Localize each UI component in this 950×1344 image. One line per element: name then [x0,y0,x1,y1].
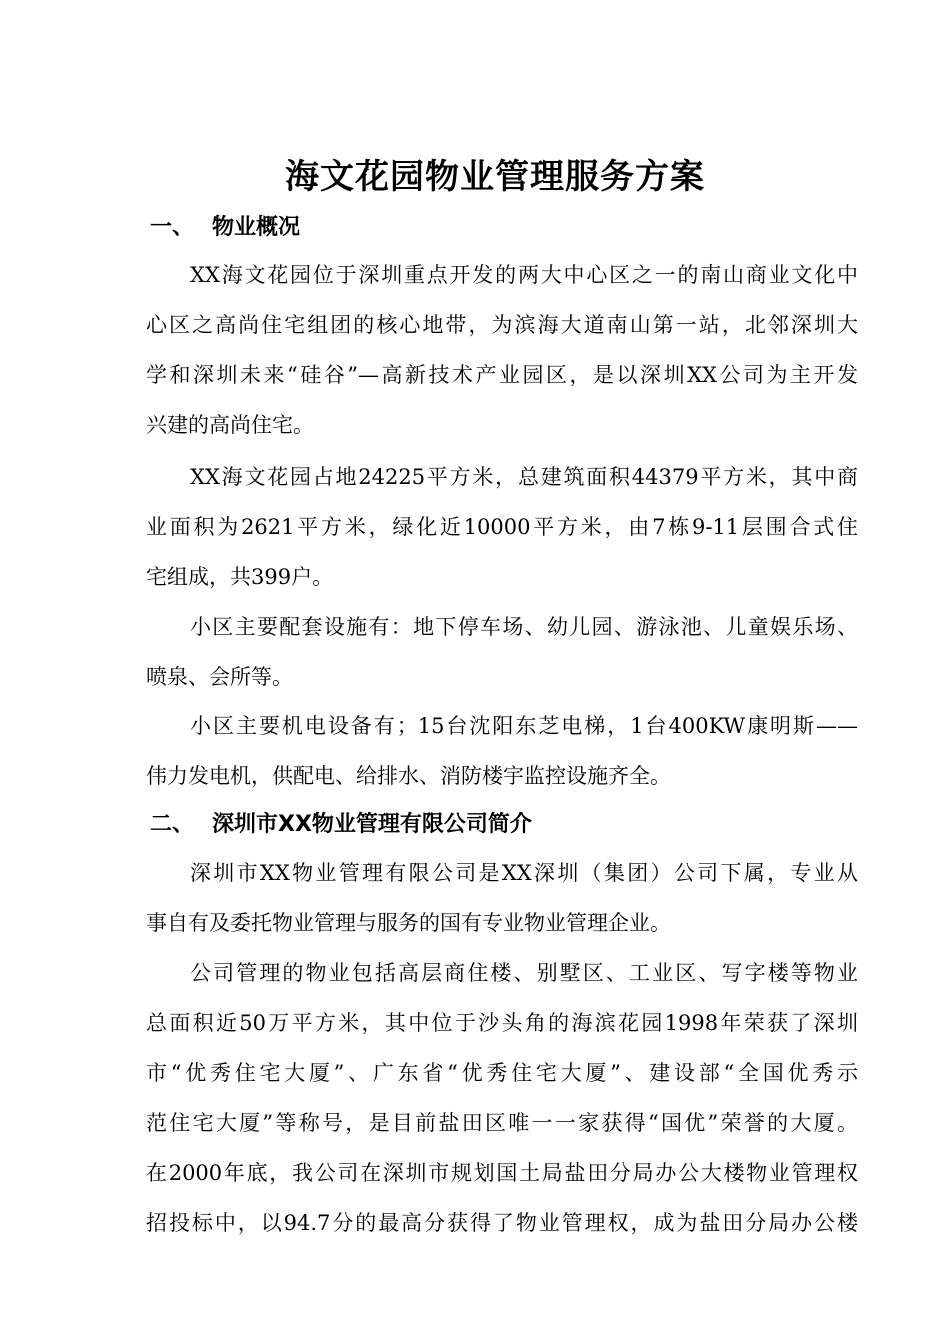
paragraph-line: 市“优秀住宅大厦”、广东省“优秀住宅大厦”、建设部“全国优秀示 [146,1061,858,1085]
paragraph-line: 事自有及委托物业管理与服务的国有专业物业管理企业。 [146,911,671,935]
paragraph-line: 公司管理的物业包括高层商住楼、别墅区、工业区、写字楼等物业 [190,961,858,985]
paragraph-line: 招投标中，以94.7分的最高分获得了物业管理权，成为盐田分局办公楼 [146,1211,858,1235]
paragraph [146,701,858,801]
paragraph [146,452,858,602]
section-heading-1 [150,211,300,245]
paragraph-line: 在2000年底，我公司在深圳市规划国土局盐田分局办公大楼物业管理权 [146,1161,858,1185]
section-number: 二、 [150,812,195,837]
section-number: 一、 [150,215,195,240]
paragraph-line: 心区之高尚住宅组团的核心地带，为滨海大道南山第一站，北邻深圳大 [146,313,858,337]
paragraph-line: 伟力发电机，供配电、给排水、消防楼宇监控设施齐全。 [146,764,671,788]
paragraph-line: 范住宅大厦”等称号，是目前盐田区唯一一家获得“国优”荣誉的大厦。 [146,1111,858,1135]
paragraph-line: 业面积为2621平方米，绿化近10000平方米，由7栋9-11层围合式住 [146,515,858,539]
paragraph [146,848,858,948]
paragraph-line: 小区主要机电设备有；15台沈阳东芝电梯，1台400KW康明斯—— [190,714,858,738]
section-heading-2 [150,808,532,842]
paragraph [146,250,858,450]
section-title: 深圳市XX物业管理有限公司简介 [212,812,532,837]
paragraph-line: XX海文花园位于深圳重点开发的两大中心区之一的南山商业文化中 [190,263,858,287]
paragraph-line: 总面积近50万平方米，其中位于沙头角的海滨花园1998年荣获了深圳 [146,1011,858,1035]
paragraph-line: 学和深圳未来“硅谷”—高新技术产业园区，是以深圳XX公司为主开发 [146,363,858,387]
paragraph-line: XX海文花园占地24225平方米，总建筑面积44379平方米，其中商 [190,465,858,489]
document-title: 海文花园物业管理服务方案 [285,157,705,197]
paragraph-line: 兴建的高尚住宅。 [146,413,314,437]
paragraph [146,948,858,1248]
paragraph [146,602,858,702]
paragraph-line: 小区主要配套设施有：地下停车场、幼儿园、游泳池、儿童娱乐场、 [190,615,858,639]
section-title: 物业概况 [212,215,301,240]
paragraph-line: 喷泉、会所等。 [146,665,293,689]
paragraph-line: 宅组成，共399户。 [146,565,334,589]
paragraph-line: 深圳市XX物业管理有限公司是XX深圳（集团）公司下属，专业从 [190,861,858,885]
